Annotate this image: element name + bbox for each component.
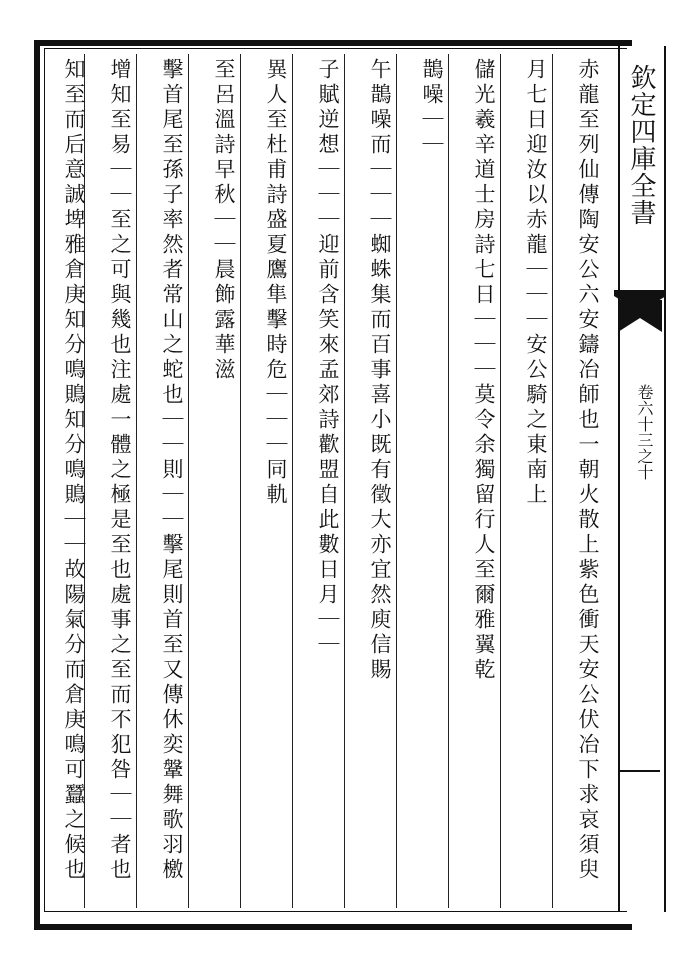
book-title: 欽定四庫全書 — [626, 64, 656, 226]
text-column-4: 鵲噪｜｜ — [420, 58, 444, 158]
text-column-3: 儲光羲辛道士房詩七日｜｜｜莫令余獨留行人至爾雅翼乾 — [472, 58, 496, 683]
margin-rule — [620, 770, 660, 772]
fish-tail-ornament-icon — [612, 286, 668, 336]
text-column-2: 月七日迎汝以赤龍｜｜｜安公騎之東南上 — [524, 58, 548, 508]
text-column-8: 至呂溫詩早秋｜｜晨飾露華滋 — [212, 58, 236, 383]
volume-label: 卷六十三之十 — [635, 384, 654, 480]
text-column-6: 子賦逆想｜｜｜迎前含笑來孟郊詩歡盟自此數日月｜｜ — [316, 58, 340, 658]
text-column-11: 知至而后意誠埤雅倉庚知分鳴鵙知分鳴鵙｜｜故陽氣分而倉庚鳴可蠶之候也 — [62, 58, 86, 883]
text-column-7: 異人至杜甫詩盛夏鷹隼擊時危｜｜｜同軌 — [264, 58, 288, 508]
text-column-9: 擊首尾至孫子率然者常山之蛇也｜｜則｜｜擊尾則首至又傳休奕鞶舞歌羽檄 — [160, 58, 184, 883]
text-column-10: 增知至易｜｜至之可與幾也注處一體之極是至也處事之至而不犯咎｜｜者也 — [108, 58, 132, 883]
text-column-5: 午鵲噪而｜｜｜蜘蛛集而百事喜小既有徵大亦宜然庾信賜 — [368, 58, 392, 683]
text-column-1: 赤龍至列仙傳陶安公六安鑄冶師也一朝火散上紫色衝天安公伏冶下求哀須臾 — [576, 58, 600, 883]
